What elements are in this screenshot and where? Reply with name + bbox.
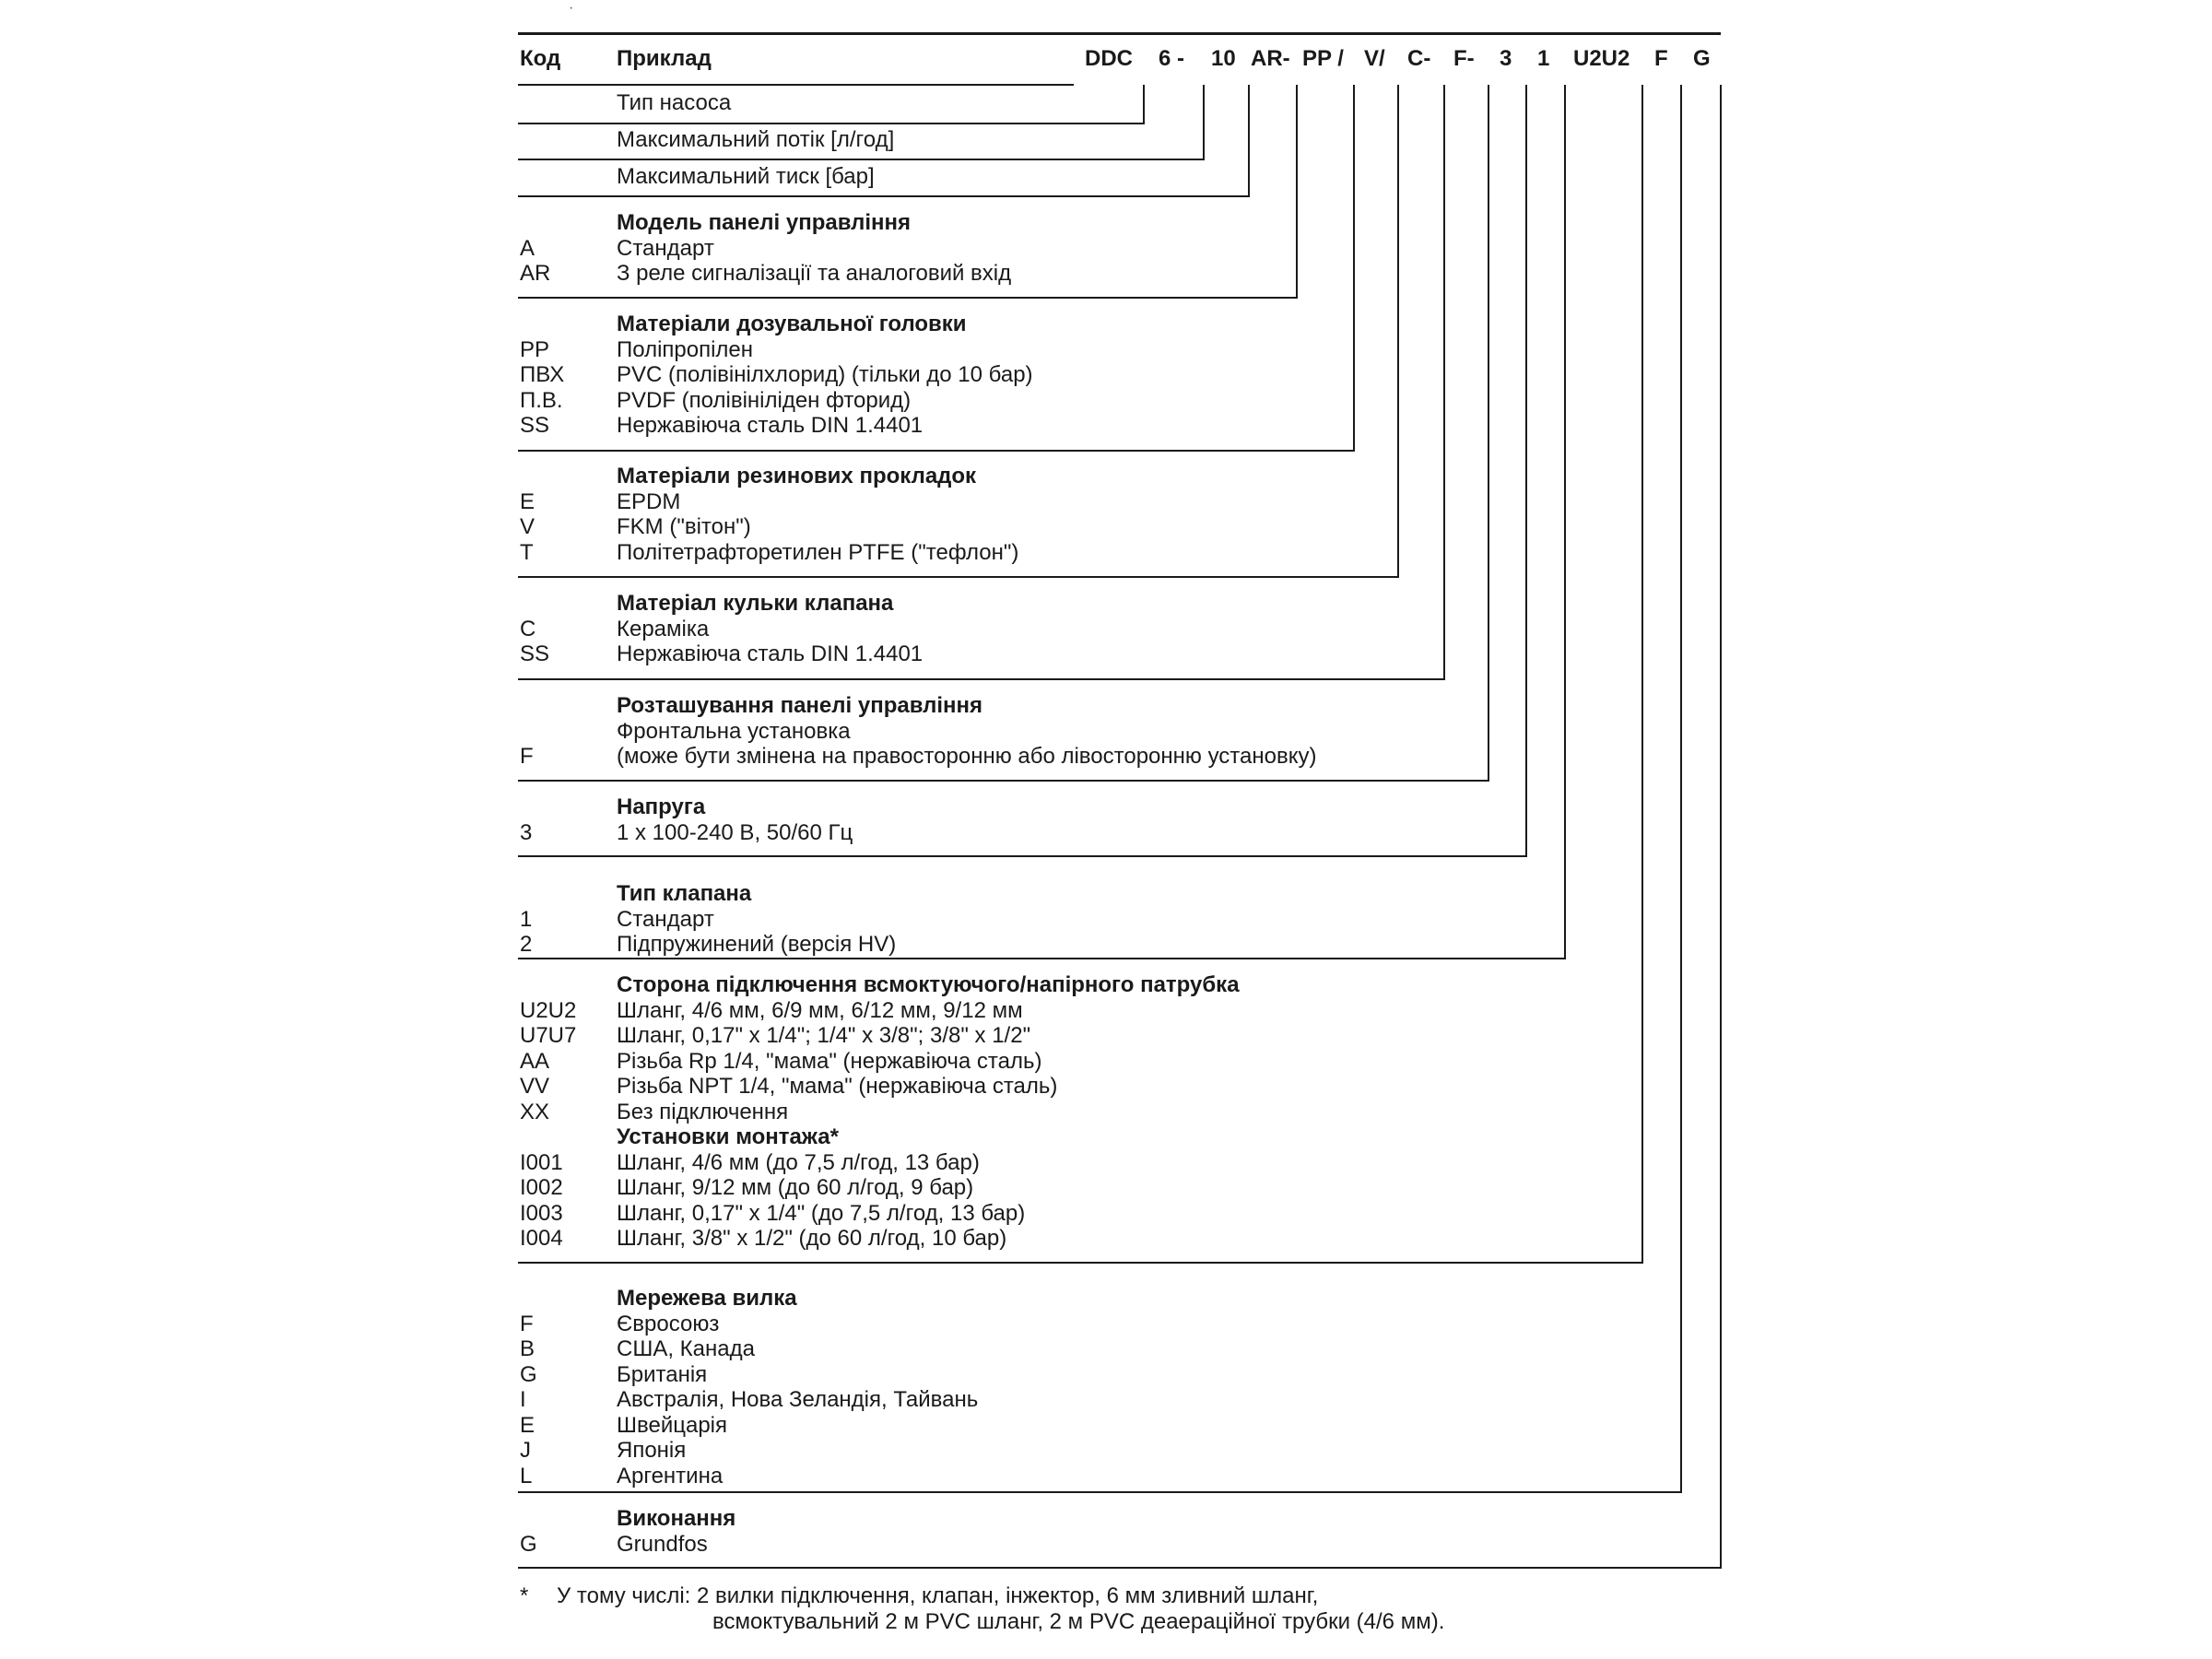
- item-description: PVDF (полівініліден фторид): [617, 387, 912, 413]
- code-part: 6 -: [1159, 46, 1185, 71]
- item-code: F: [520, 1311, 534, 1336]
- code-part: C-: [1407, 46, 1431, 71]
- code-part: U2U2: [1573, 46, 1630, 71]
- code-part: DDC: [1085, 46, 1133, 71]
- item-code: П.В.: [520, 387, 563, 413]
- item-description: Нержавіюча сталь DIN 1.4401: [617, 641, 924, 666]
- item-code: C: [520, 616, 536, 641]
- code-part: F-: [1453, 46, 1475, 71]
- item-description: Шланг, 4/6 мм, 6/9 мм, 6/12 мм, 9/12 мм: [617, 997, 1023, 1023]
- item-code: XX: [520, 1099, 550, 1124]
- item-description: Японія: [617, 1438, 687, 1463]
- item-description: (може бути змінена на правосторонню або лівосторонню установку): [617, 744, 1317, 769]
- item-description: Швейцарія: [617, 1412, 727, 1438]
- connector-line: [1525, 85, 1527, 857]
- item-description: Нержавіюча сталь DIN 1.4401: [617, 413, 924, 438]
- header-rule: [518, 84, 1074, 86]
- row-rule: [518, 159, 1205, 160]
- item-code: A: [520, 235, 535, 261]
- connector-line: [1296, 85, 1298, 299]
- item-code: I: [520, 1387, 526, 1412]
- section-rule: [518, 780, 1489, 782]
- footnote-line-2: всмоктувальний 2 м PVC шланг, 2 м PVC деаераційної трубки (4/6 мм).: [712, 1609, 1445, 1634]
- section-rule: [518, 576, 1399, 578]
- code-part: G: [1693, 46, 1711, 71]
- item-description: Поліпропілен: [617, 336, 754, 362]
- item-description: Австралія, Нова Зеландія, Тайвань: [617, 1387, 979, 1412]
- row-rule: [518, 195, 1250, 197]
- item-code: U2U2: [520, 997, 577, 1023]
- section-rule: [518, 1262, 1643, 1264]
- item-description: Шланг, 4/6 мм (до 7,5 л/год, 13 бар): [617, 1149, 980, 1175]
- code-part: AR-: [1251, 46, 1290, 71]
- item-description: EPDM: [617, 488, 681, 514]
- code-part: V/: [1364, 46, 1385, 71]
- section-rule: [518, 450, 1355, 452]
- item-description: FKM ("вітон"): [617, 514, 751, 539]
- connector-line: [1641, 85, 1643, 1264]
- item-code: G: [520, 1361, 537, 1387]
- top-rule: [518, 32, 1721, 35]
- item-code: L: [520, 1463, 533, 1488]
- item-description: Шланг, 0,17" x 1/4"; 1/4" x 3/8"; 3/8" x 1/2": [617, 1023, 1031, 1048]
- item-description: Кераміка: [617, 616, 710, 641]
- code-part: PP /: [1302, 46, 1344, 71]
- item-description: Шланг, 9/12 мм (до 60 л/год, 9 бар): [617, 1175, 974, 1200]
- item-code: T: [520, 539, 534, 565]
- item-code: I003: [520, 1200, 563, 1226]
- simple-row-label: Максимальний потік [л/год]: [617, 127, 895, 152]
- item-code: ПВХ: [520, 362, 565, 387]
- item-description: Grundfos: [617, 1531, 708, 1557]
- item-description: Різьба NPT 1/4, "мама" (нержавіюча сталь): [617, 1074, 1058, 1099]
- item-code: VV: [520, 1074, 550, 1099]
- item-code: F: [520, 744, 534, 769]
- item-code: I001: [520, 1149, 563, 1175]
- row-rule: [518, 123, 1145, 124]
- item-code: G: [520, 1531, 537, 1557]
- item-code: AA: [520, 1048, 550, 1074]
- connector-line: [1720, 85, 1722, 1569]
- item-code: SS: [520, 641, 550, 666]
- footnote-line-1: У тому числі: 2 вилки підключення, клапан, інжектор, 6 мм зливний шланг,: [557, 1583, 1319, 1608]
- item-description: Різьба Rp 1/4, "мама" (нержавіюча сталь): [617, 1048, 1042, 1074]
- section-title: Модель панелі управління: [617, 210, 912, 235]
- section-rule: [518, 678, 1445, 680]
- section-title: Матеріали дозувальної головки: [617, 312, 967, 336]
- section-title: Сторона підключення всмоктуючого/напірного патрубка: [617, 972, 1240, 997]
- item-code: AR: [520, 261, 551, 286]
- section-rule: [518, 958, 1566, 959]
- item-description: Шланг, 0,17" x 1/4" (до 7,5 л/год, 13 бар): [617, 1200, 1026, 1226]
- item-description: Шланг, 3/8" x 1/2" (до 60 л/год, 10 бар): [617, 1226, 1007, 1251]
- item-code: I002: [520, 1175, 563, 1200]
- item-code: J: [520, 1438, 531, 1463]
- section-title: Матеріал кульки клапана: [617, 591, 894, 616]
- footnote-mark: *: [520, 1583, 529, 1608]
- section-title: Виконання: [617, 1506, 736, 1531]
- connector-line: [1248, 85, 1250, 197]
- item-description: 1 x 100-240 В, 50/60 Гц: [617, 819, 853, 845]
- connector-line: [1680, 85, 1682, 1493]
- connector-line: [1397, 85, 1399, 578]
- connector-line: [1203, 85, 1205, 160]
- item-description: Стандарт: [617, 235, 714, 261]
- code-part: 10: [1211, 46, 1236, 71]
- item-description: Аргентина: [617, 1463, 724, 1488]
- item-code: I004: [520, 1226, 563, 1251]
- item-description: Фронтальна установка: [617, 718, 851, 744]
- item-code: SS: [520, 413, 550, 438]
- item-code: U7U7: [520, 1023, 577, 1048]
- item-code: 1: [520, 906, 533, 932]
- code-part: 1: [1537, 46, 1550, 71]
- simple-row-label: Тип насоса: [617, 90, 732, 115]
- section-rule: [518, 1491, 1682, 1493]
- connector-line: [1443, 85, 1445, 680]
- code-part: F: [1654, 46, 1668, 71]
- item-description: З реле сигналізації та аналоговий вхід: [617, 261, 1012, 286]
- section-title: Тип клапана: [617, 881, 752, 906]
- item-code: PP: [520, 336, 550, 362]
- code-column-header: Код: [520, 46, 561, 71]
- section-rule: [518, 1567, 1722, 1569]
- item-code: 3: [520, 819, 533, 845]
- item-description: Євросоюз: [617, 1311, 720, 1336]
- connector-line: [1488, 85, 1489, 782]
- section-rule: [518, 297, 1298, 299]
- section-title: Матеріали резинових прокладок: [617, 464, 977, 488]
- connector-line: [1564, 85, 1566, 959]
- section-rule: [518, 855, 1527, 857]
- item-description: Підпружинений (версія HV): [617, 932, 897, 957]
- example-column-header: Приклад: [617, 46, 712, 71]
- item-description: PVC (полівінілхлорид) (тільки до 10 бар): [617, 362, 1033, 387]
- connector-line: [1143, 85, 1145, 124]
- item-code: E: [520, 488, 535, 514]
- item-code: V: [520, 514, 535, 539]
- item-description: Стандарт: [617, 906, 714, 932]
- item-code: E: [520, 1412, 535, 1438]
- item-description: Установки монтажа*: [617, 1124, 839, 1149]
- code-part: 3: [1500, 46, 1512, 71]
- item-description: США, Канада: [617, 1336, 755, 1361]
- item-description: Політетрафторетилен PTFE ("тефлон"): [617, 539, 1019, 565]
- section-title: Напруга: [617, 794, 706, 819]
- connector-line: [1353, 85, 1355, 452]
- top-mark: ·: [569, 0, 574, 16]
- item-code: 2: [520, 932, 533, 957]
- item-code: B: [520, 1336, 535, 1361]
- simple-row-label: Максимальний тиск [бар]: [617, 164, 875, 189]
- section-title: Мережева вилка: [617, 1286, 797, 1311]
- item-description: Британія: [617, 1361, 708, 1387]
- section-title: Розташування панелі управління: [617, 693, 983, 718]
- item-description: Без підключення: [617, 1099, 789, 1124]
